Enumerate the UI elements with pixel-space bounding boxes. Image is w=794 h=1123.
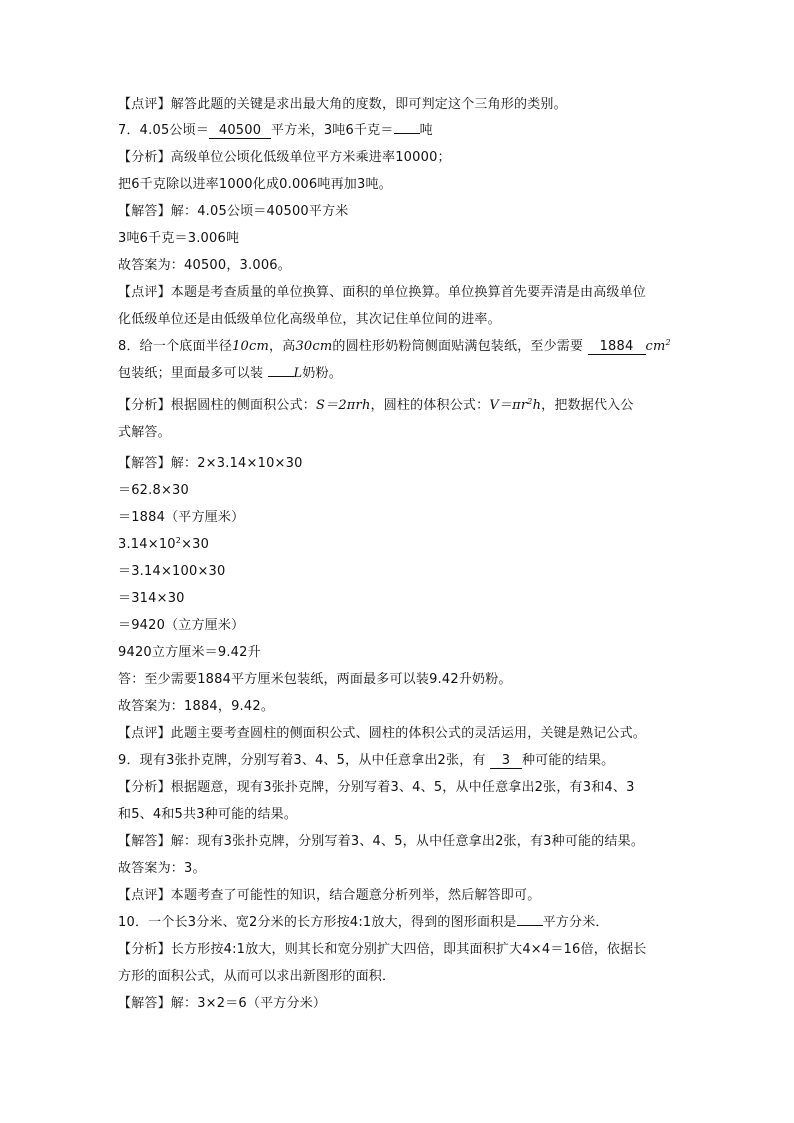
text-line: 【分析】根据圆柱的侧面积公式：S＝2πrh，圆柱的体积公式：$V=\pi r^2h$，把数据代入公 <box>118 397 634 413</box>
text-line: 把6千克除以进率1000化成0.006吨再加3吨。 <box>118 177 392 192</box>
text-line: 【点评】此题主要考查圆柱的侧面积公式、圆柱的体积公式的灵活运用，关键是熟记公式。 <box>118 726 647 741</box>
text-line: 【解答】解：现有3张扑克牌，分别写着3、4、5，从中任意拿出2张，有3种可能的结果。 <box>118 834 645 849</box>
question-8: 8．给一个底面半径10cm，高30cm的圆柱形奶粉筒侧面贴满包装纸，至少需要 1884 $cm^2$ <box>118 338 671 354</box>
text-line: 【点评】本题是考查质量的单位换算、面积的单位换算。单位换算首先要弄清是由高级单位 <box>118 285 647 300</box>
text-line: 包装纸；里面最多可以装 L奶粉。 <box>118 366 342 381</box>
text-line: $3.14\times 10^2\times 30$ <box>118 536 210 552</box>
text-line: 和5、4和5共3种可能的结果。 <box>118 807 298 822</box>
text-line: 答：至少需要1884平方厘米包装纸，两面最多可以装9.42升奶粉。 <box>118 672 512 687</box>
text-line: 方形的面积公式，从而可以求出新图形的面积． <box>118 969 396 984</box>
text-line: 9420立方厘米＝9.42升 <box>118 645 261 660</box>
answer-blank <box>268 376 294 377</box>
answer-blank: 40500 <box>209 123 271 139</box>
text-line: ＝1884（平方厘米） <box>118 510 245 525</box>
text-line: ＝62.8×30 <box>118 483 189 498</box>
answer-blank <box>394 133 420 134</box>
question-10: 10．一个长3分米、宽2分米的长方形按4:1放大，得到的图形面积是 平方分米． <box>118 915 609 930</box>
text-line: 【分析】长方形按4:1放大，则其长和宽分别扩大四倍，即其面积扩大4×4＝16倍，依据长 <box>118 942 647 957</box>
text-line: 故答案为：1884，9.42。 <box>118 699 275 714</box>
question-7: 7．4.05公顷＝ 40500 平方米，3吨6千克＝ 吨 <box>118 123 433 138</box>
text-line: 【解答】解：3×2＝6（平方分米） <box>118 996 327 1011</box>
text-line: 故答案为：40500，3.006。 <box>118 258 291 273</box>
text-line: ＝314×30 <box>118 591 185 606</box>
answer-blank: 1884 <box>588 339 646 355</box>
text-line: 式解答。 <box>118 425 171 440</box>
answer-blank: 3 <box>490 753 522 769</box>
text-line: ＝9420（立方厘米） <box>118 618 245 633</box>
text-line: 3吨6千克＝3.006吨 <box>118 231 240 246</box>
text-line: 化低级单位还是由低级单位化高级单位，其次记住单位间的进率。 <box>118 312 501 327</box>
answer-blank <box>517 925 543 926</box>
text-line: 故答案为：3。 <box>118 861 206 876</box>
text-line: ＝3.14×100×30 <box>118 564 226 579</box>
text-line: 【解答】解：4.05公顷＝40500平方米 <box>118 204 349 219</box>
text-line: 【分析】高级单位公顷化低级单位平方米乘进率10000； <box>118 150 451 165</box>
text-line: 【分析】根据题意，现有3张扑克牌，分别写着3、4、5，从中任意拿出2张，有3和4、3 <box>118 780 635 795</box>
text-line: 【点评】解答此题的关键是求出最大角的度数，即可判定这个三角形的类别。 <box>118 97 567 112</box>
question-9: 9．现有3张扑克牌，分别写着3、4、5，从中任意拿出2张，有 3 种可能的结果。 <box>118 753 615 768</box>
text-line: 【点评】本题考查了可能性的知识，结合题意分析列举，然后解答即可。 <box>118 888 541 903</box>
text-line: 【解答】解：2×3.14×10×30 <box>118 456 303 471</box>
